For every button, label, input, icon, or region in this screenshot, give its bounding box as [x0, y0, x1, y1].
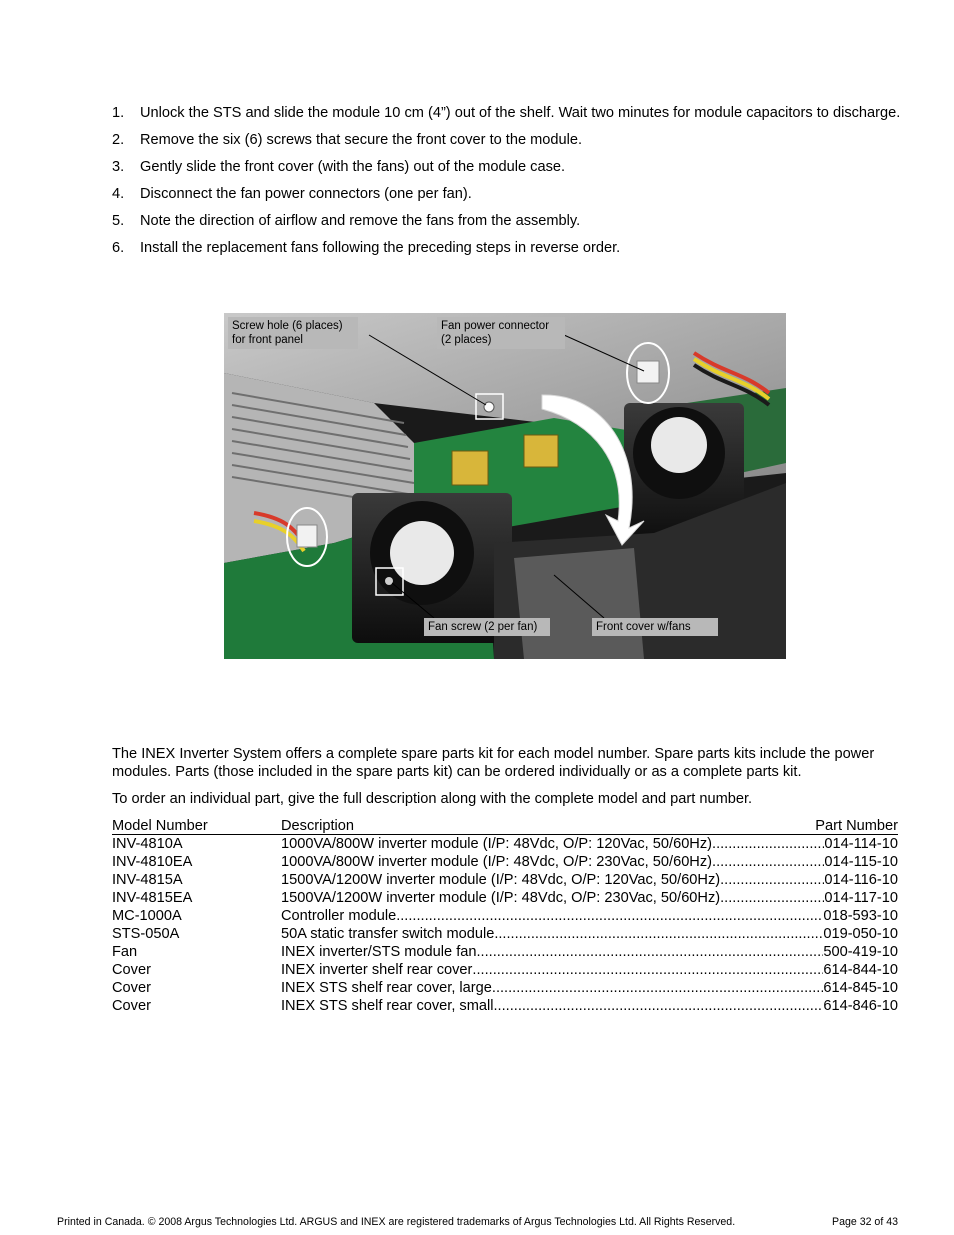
row-part-number: 018-593-10	[823, 908, 898, 924]
footer-page-number: Page 32 of 43	[832, 1216, 898, 1228]
procedure-step	[112, 185, 902, 203]
parts-table-row	[112, 943, 898, 961]
ordering-paragraph: To order an individual part, give the full description along with the complete model and part number.	[112, 791, 753, 807]
dot-leader	[712, 853, 824, 871]
parts-table-row	[112, 835, 898, 853]
dot-leader	[472, 961, 823, 979]
row-description: INEX STS shelf rear cover, large	[281, 980, 492, 996]
dot-leader	[720, 889, 824, 907]
row-part-number: 014-116-10	[824, 872, 898, 888]
row-description: INEX inverter/STS module fan	[281, 944, 477, 960]
row-model-number: INV-4815A	[112, 872, 183, 888]
row-description: Controller module	[281, 908, 397, 924]
dot-leader	[712, 835, 824, 853]
row-description: 50A static transfer switch module	[281, 926, 495, 942]
right-fan-label	[651, 417, 707, 473]
parts-table-row	[112, 853, 898, 871]
procedure-step	[112, 131, 902, 149]
row-part-number: 019-050-10	[823, 926, 898, 942]
row-model-number: Cover	[112, 980, 151, 996]
step-number: 5.	[112, 213, 125, 229]
dot-leader	[492, 979, 823, 997]
parts-table-row	[112, 979, 898, 997]
step-number: 6.	[112, 240, 125, 256]
row-model-number: Cover	[112, 962, 151, 978]
row-part-number: 614-845-10	[823, 980, 898, 996]
procedure-step	[112, 239, 902, 257]
step-text: Disconnect the fan power connectors (one per fan).	[140, 186, 472, 202]
step-text: Remove the six (6) screws that secure the front cover to the module.	[140, 132, 583, 148]
dot-leader	[720, 871, 824, 889]
row-description: 1500VA/1200W inverter module (I/P: 48Vdc, O/P: 120Vac, 50/60Hz)	[281, 872, 721, 888]
row-model-number: INV-4810EA	[112, 854, 193, 870]
footer-copyright: Printed in Canada. © 2008 Argus Technologies Ltd. ARGUS and INEX are registered trademarks of Argus Technologies Ltd. All Rights Reserved.	[57, 1216, 736, 1228]
left-fan-label	[390, 521, 454, 585]
row-part-number: 014-114-10	[824, 836, 898, 852]
callout-front-cover: Front cover w/fans	[592, 618, 718, 636]
row-model-number: Cover	[112, 998, 151, 1014]
dot-leader	[396, 907, 823, 925]
step-text: Install the replacement fans following the preceding steps in reverse order.	[140, 240, 621, 256]
parts-table-row	[112, 997, 898, 1015]
step-text: Unlock the STS and slide the module 10 cm (4”) out of the shelf. Wait two minutes for module capacitors to discharge.	[140, 105, 901, 121]
dot-leader	[494, 925, 823, 943]
header-model-number: Model Number	[112, 818, 208, 834]
row-model-number: INV-4810A	[112, 836, 183, 852]
row-description: INEX inverter shelf rear cover	[281, 962, 473, 978]
dot-leader	[476, 943, 823, 961]
callout-fan-screw: Fan screw (2 per fan)	[424, 618, 550, 636]
module-photo-illustration	[224, 313, 786, 659]
step-number: 3.	[112, 159, 125, 175]
parts-table-row	[112, 925, 898, 943]
dot-leader	[494, 997, 824, 1015]
front-cover-inner	[514, 548, 644, 659]
row-description: 1000VA/800W inverter module (I/P: 48Vdc, O/P: 120Vac, 50/60Hz)	[281, 836, 713, 852]
step-text: Gently slide the front cover (with the fans) out of the module case.	[140, 159, 566, 175]
transformer-2	[524, 435, 558, 467]
row-part-number: 500-419-10	[823, 944, 898, 960]
parts-table-row	[112, 871, 898, 889]
fan-replacement-photo	[224, 313, 786, 659]
spare-parts-table	[112, 817, 898, 1015]
callout-screw-hole: Screw hole (6 places) for front panel	[228, 317, 358, 349]
parts-table-header	[112, 817, 898, 835]
parts-table-row	[112, 907, 898, 925]
row-description: 1500VA/1200W inverter module (I/P: 48Vdc, O/P: 230Vac, 50/60Hz)	[281, 890, 721, 906]
row-description: 1000VA/800W inverter module (I/P: 48Vdc, O/P: 230Vac, 50/60Hz)	[281, 854, 713, 870]
procedure-steps	[112, 104, 902, 266]
row-part-number: 014-117-10	[824, 890, 898, 906]
header-description: Description	[281, 818, 354, 834]
transformer-1	[452, 451, 488, 485]
procedure-step	[112, 104, 902, 122]
row-part-number: 614-846-10	[823, 998, 898, 1014]
row-part-number: 014-115-10	[824, 854, 898, 870]
row-part-number: 614-844-10	[823, 962, 898, 978]
parts-table-row	[112, 889, 898, 907]
row-description: INEX STS shelf rear cover, small	[281, 998, 494, 1014]
row-model-number: STS-050A	[112, 926, 180, 942]
row-model-number: Fan	[112, 944, 138, 960]
procedure-step	[112, 212, 902, 230]
step-text: Note the direction of airflow and remove the fans from the assembly.	[140, 213, 581, 229]
row-model-number: MC-1000A	[112, 908, 182, 924]
procedure-step	[112, 158, 902, 176]
spare-parts-kit-paragraph: The INEX Inverter System offers a complete spare parts kit for each model number. Spare parts kits include the power modules. Parts (those included in the spare parts kit) can be ordered individually or as a complete parts kit.	[112, 746, 875, 780]
row-model-number: INV-4815EA	[112, 890, 193, 906]
step-number: 2.	[112, 132, 125, 148]
header-part-number: Part Number	[815, 818, 898, 834]
step-number: 4.	[112, 186, 125, 202]
parts-table-row	[112, 961, 898, 979]
step-number: 1.	[112, 105, 125, 121]
callout-fan-connector: Fan power connector (2 places)	[437, 317, 565, 349]
